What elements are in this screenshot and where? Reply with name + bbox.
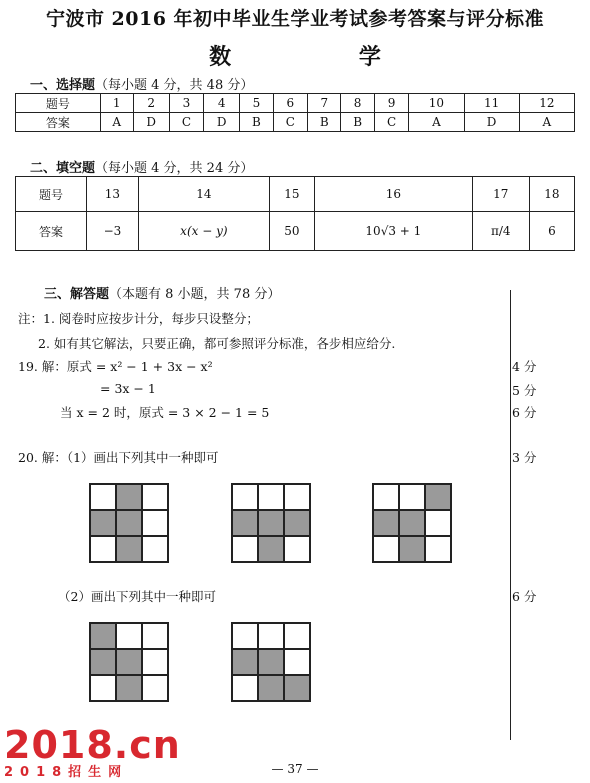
empty-cell <box>143 511 169 537</box>
empty-cell <box>285 624 311 650</box>
empty-cell <box>233 485 259 511</box>
q19-step-3: 当 x = 2 时，原式 = 3 × 2 − 1 = 5 <box>60 405 270 420</box>
answer-cell: C <box>273 113 308 132</box>
answer-cell: A <box>100 113 133 132</box>
answer-cell: B <box>308 113 341 132</box>
shaded-cell <box>259 537 285 563</box>
shaded-cell <box>233 650 259 676</box>
answer-cell: D <box>464 113 519 132</box>
logo-text: 2018.cn <box>4 723 181 767</box>
question-number: 17 <box>472 177 529 212</box>
q19-score-1: 4 分 <box>512 359 537 374</box>
empty-cell <box>285 537 311 563</box>
answer-cell: 50 <box>269 212 314 251</box>
q20-figure-1c <box>372 483 452 563</box>
grading-note-2: 2. 如有其它解法，只要正确，都可参照评分标准，各步相应给分. <box>38 336 396 351</box>
q20-figure-2a <box>89 622 169 702</box>
empty-cell <box>233 624 259 650</box>
fill-blank-answer-table <box>15 176 575 251</box>
q19-score-2: 5 分 <box>512 383 537 398</box>
question-number: 15 <box>269 177 314 212</box>
shaded-cell <box>117 676 143 702</box>
page-number: — 37 — <box>271 762 319 776</box>
table-row <box>16 113 575 132</box>
shaded-cell <box>259 511 285 537</box>
shaded-cell <box>117 650 143 676</box>
answer-cell: π/4 <box>472 212 529 251</box>
subject-title: 数 学 <box>209 44 441 70</box>
q20-score-2: 6 分 <box>512 589 537 604</box>
answer-cell: A <box>519 113 574 132</box>
empty-cell <box>143 624 169 650</box>
q19-step-1: 19. 解：原式 = x² − 1 + 3x − x² <box>18 359 213 374</box>
empty-cell <box>374 537 400 563</box>
answer-cell: D <box>204 113 240 132</box>
answer-cell: D <box>133 113 169 132</box>
empty-cell <box>143 650 169 676</box>
shaded-cell <box>374 511 400 537</box>
shaded-cell <box>117 511 143 537</box>
empty-cell <box>285 650 311 676</box>
question-number: 7 <box>308 94 341 113</box>
empty-cell <box>426 537 452 563</box>
answer-cell: C <box>374 113 409 132</box>
question-number: 11 <box>464 94 519 113</box>
question-number: 6 <box>273 94 308 113</box>
question-number: 14 <box>138 177 269 212</box>
empty-cell <box>400 485 426 511</box>
table-row <box>16 177 575 212</box>
row-label-question: 题号 <box>16 94 101 113</box>
document-title: 宁波市 2016 年初中毕业生学业考试参考答案与评分标准 <box>45 8 545 30</box>
empty-cell <box>259 624 285 650</box>
q19-score-3: 6 分 <box>512 405 537 420</box>
q20-part2: （2）画出下列其中一种即可 <box>58 589 216 604</box>
table-row <box>16 94 575 113</box>
question-number: 9 <box>374 94 409 113</box>
answer-cell: C <box>169 113 204 132</box>
shaded-cell <box>426 485 452 511</box>
shaded-cell <box>117 537 143 563</box>
empty-cell <box>233 676 259 702</box>
row-label-question: 题号 <box>16 177 87 212</box>
question-number: 18 <box>529 177 574 212</box>
shaded-cell <box>400 537 426 563</box>
empty-cell <box>91 676 117 702</box>
empty-cell <box>143 537 169 563</box>
empty-cell <box>233 537 259 563</box>
table-row <box>16 212 575 251</box>
answer-cell: 10√3 + 1 <box>315 212 473 251</box>
grading-note-1: 注：1. 阅卷时应按步计分，每步只设整分； <box>18 311 259 326</box>
shaded-cell <box>285 511 311 537</box>
q20-score-1: 3 分 <box>512 450 537 465</box>
empty-cell <box>91 485 117 511</box>
empty-cell <box>374 485 400 511</box>
question-number: 1 <box>100 94 133 113</box>
shaded-cell <box>91 511 117 537</box>
answer-cell: B <box>341 113 374 132</box>
answer-cell: B <box>240 113 273 132</box>
question-number: 5 <box>240 94 273 113</box>
answer-cell: −3 <box>87 212 139 251</box>
empty-cell <box>426 511 452 537</box>
question-number: 8 <box>341 94 374 113</box>
shaded-cell <box>91 624 117 650</box>
empty-cell <box>143 485 169 511</box>
question-number: 3 <box>169 94 204 113</box>
shaded-cell <box>285 676 311 702</box>
row-label-answer: 答案 <box>16 113 101 132</box>
empty-cell <box>117 624 143 650</box>
empty-cell <box>143 676 169 702</box>
section3-heading: 三、解答题（本题有 8 小题，共 78 分） <box>44 287 281 302</box>
section2-heading: 二、填空题（每小题 4 分，共 24 分） <box>30 161 254 176</box>
q19-step-2: = 3x − 1 <box>100 381 156 396</box>
question-number: 4 <box>204 94 240 113</box>
q20-figure-1b <box>231 483 311 563</box>
question-number: 13 <box>87 177 139 212</box>
shaded-cell <box>117 485 143 511</box>
empty-cell <box>259 485 285 511</box>
answer-cell: x(x − y) <box>138 212 269 251</box>
question-number: 2 <box>133 94 169 113</box>
shaded-cell <box>91 650 117 676</box>
shaded-cell <box>259 676 285 702</box>
empty-cell <box>285 485 311 511</box>
section1-heading: 一、选择题（每小题 4 分，共 48 分） <box>30 78 254 93</box>
answer-cell: 6 <box>529 212 574 251</box>
answer-cell: A <box>409 113 464 132</box>
row-label-answer: 答案 <box>16 212 87 251</box>
score-column-divider <box>510 290 511 740</box>
multiple-choice-answer-table <box>15 93 575 132</box>
question-number: 16 <box>315 177 473 212</box>
q20-figure-2b <box>231 622 311 702</box>
shaded-cell <box>233 511 259 537</box>
shaded-cell <box>400 511 426 537</box>
q20-part1: 20. 解：（1）画出下列其中一种即可 <box>18 450 219 465</box>
question-number: 12 <box>519 94 574 113</box>
empty-cell <box>91 537 117 563</box>
logo-subtext: 2018招生网 <box>4 765 129 780</box>
question-number: 10 <box>409 94 464 113</box>
q20-figure-1a <box>89 483 169 563</box>
shaded-cell <box>259 650 285 676</box>
